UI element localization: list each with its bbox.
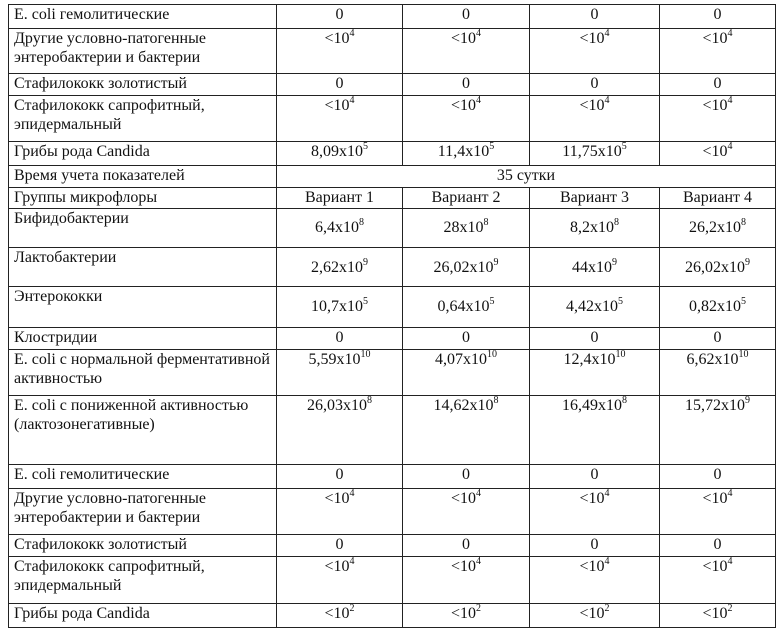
value-cell: [277, 73, 403, 95]
row-label: E. coli с пониженной активностью (лактозонегативные): [9, 396, 277, 465]
value-exponent: 5: [363, 141, 368, 153]
value-base: 0: [462, 6, 470, 23]
value-base: Вариант 1: [305, 189, 374, 207]
value-cell: [660, 396, 776, 465]
row-label: Энтерококки: [9, 287, 277, 327]
value-cell: [660, 287, 776, 327]
value-base: <10: [450, 30, 477, 48]
value-exponent: 2: [604, 603, 610, 614]
value-base: 15,72x10: [685, 397, 745, 415]
value-cell: [277, 488, 403, 534]
value-cell: [530, 464, 660, 488]
value-base: 0: [462, 465, 470, 483]
value-cell: [660, 247, 776, 286]
value-cell: [660, 73, 776, 95]
value-cell: [660, 557, 776, 603]
value-exponent: 2: [349, 603, 355, 614]
value-cell: [530, 95, 660, 141]
value-base: <10: [702, 143, 728, 161]
value-cell: [530, 247, 660, 286]
value-base: <10: [324, 96, 350, 114]
value-cell: [277, 464, 403, 488]
value-base: 10,7x10: [311, 298, 363, 316]
table-row: [9, 603, 776, 627]
value-exponent: 9: [363, 256, 368, 268]
value-cell: [530, 349, 660, 395]
row-label: Стафилококк сапрофитный, эпидермальный: [9, 95, 277, 141]
value-cell: [403, 287, 530, 327]
value-base: 6,62x10: [686, 350, 739, 368]
value-cell: [530, 287, 660, 327]
value-base: <10: [702, 604, 728, 622]
value-base: 0,82x10: [689, 298, 741, 316]
value-base: 26,03x10: [307, 397, 367, 415]
table-row: [9, 535, 776, 557]
value-cell: [277, 349, 403, 395]
value-base: 0: [335, 74, 344, 92]
row-label: Клостридии: [9, 327, 277, 349]
value-base: 11,4x10: [437, 143, 490, 161]
value-cell: [530, 396, 660, 465]
value-cell: [530, 142, 660, 166]
value-base: <10: [324, 489, 350, 507]
value-base: <10: [702, 30, 728, 48]
value-exponent: 4: [476, 28, 482, 40]
value-base: 8,09x10: [311, 143, 363, 161]
value-base: 0: [335, 465, 344, 483]
value-exponent: 8: [359, 217, 364, 229]
table-row: [9, 287, 776, 327]
value-exponent: 4: [727, 488, 733, 499]
value-cell: [403, 396, 530, 465]
value-base: <10: [450, 96, 477, 114]
value-exponent: 9: [612, 256, 617, 268]
value-base: 0: [335, 536, 344, 554]
value-exponent: 10: [487, 349, 497, 360]
value-exponent: 5: [489, 296, 495, 308]
value-base: <10: [450, 489, 477, 507]
value-cell: [277, 208, 403, 247]
value-exponent: 8: [741, 217, 746, 229]
row-label: Группы микрофлоры: [9, 188, 277, 208]
value-cell: [530, 29, 660, 73]
value-cell: [530, 488, 660, 534]
value-cell: [403, 535, 530, 557]
value-base: <10: [324, 558, 350, 576]
value-exponent: 8: [493, 395, 499, 407]
value-base: 26,2x10: [689, 219, 741, 237]
value-base: 6,4x10: [315, 219, 359, 237]
value-exponent: 5: [621, 141, 627, 153]
value-base: 0,64x10: [437, 298, 490, 316]
value-exponent: 4: [604, 28, 610, 40]
value-exponent: 5: [618, 296, 623, 308]
value-exponent: 8: [483, 217, 489, 229]
variant-header: [277, 188, 403, 208]
value-cell: [277, 535, 403, 557]
value-cell: [660, 29, 776, 73]
value-exponent: 4: [727, 95, 733, 106]
row-label: Лактобактерии: [9, 247, 277, 286]
value-exponent: 2: [727, 603, 733, 614]
row-label: Стафилококк сапрофитный, эпидермальный: [9, 557, 277, 603]
value-cell: [660, 95, 776, 141]
row-label: Грибы рода Candida: [9, 142, 277, 166]
value-base: 5,59x10: [308, 350, 361, 368]
value-exponent: 4: [727, 28, 733, 40]
value-exponent: 5: [363, 296, 368, 308]
value-exponent: 4: [727, 141, 733, 153]
table-row: [9, 349, 776, 395]
value-cell: [530, 208, 660, 247]
table-row: [9, 5, 776, 29]
value-base: 0: [590, 74, 599, 92]
value-cell: [530, 603, 660, 627]
value-exponent: 4: [349, 95, 355, 106]
variant-header: [660, 188, 776, 208]
value-base: <10: [579, 96, 605, 114]
value-cell: [277, 247, 403, 286]
value-exponent: 4: [349, 556, 355, 568]
table-row: [9, 396, 776, 465]
value-cell: [660, 488, 776, 534]
value-base: 0: [713, 465, 722, 483]
table-row: [9, 247, 776, 286]
value-cell: [277, 327, 403, 349]
table-row: [9, 488, 776, 534]
table-row: [9, 208, 776, 247]
value-cell: [403, 603, 530, 627]
value-cell: [530, 535, 660, 557]
value-base: 14,62x10: [433, 397, 494, 415]
row-label: Другие условно-патогенные энтеробактерии и бактерии: [9, 29, 277, 73]
value-cell: [530, 557, 660, 603]
value-base: 0: [713, 74, 722, 92]
value-base: 0: [590, 6, 599, 23]
row-label: Время учета показателей: [9, 166, 277, 188]
value-cell: [403, 247, 530, 286]
table-row: [9, 29, 776, 73]
value-cell: [403, 327, 530, 349]
variant-header: [403, 188, 530, 208]
value-cell: [660, 327, 776, 349]
value-cell: [403, 208, 530, 247]
value-base: <10: [702, 96, 728, 114]
value-base: 0: [713, 6, 722, 23]
value-base: <10: [324, 604, 350, 622]
time-row: [9, 166, 776, 188]
value-exponent: 5: [741, 296, 746, 308]
value-base: <10: [324, 30, 350, 48]
value-exponent: 4: [349, 28, 355, 40]
value-cell: [277, 557, 403, 603]
period-value: 35 сутки: [277, 166, 776, 188]
table-row: [9, 95, 776, 141]
value-exponent: 4: [604, 95, 610, 106]
table-row: [9, 557, 776, 603]
value-exponent: 9: [745, 256, 750, 268]
value-cell: [277, 603, 403, 627]
value-exponent: 2: [476, 603, 482, 614]
value-base: 26,02x10: [685, 258, 745, 276]
value-exponent: 9: [493, 256, 499, 268]
value-base: 0: [590, 465, 599, 483]
value-base: 26,02x10: [433, 258, 494, 276]
row-label: E. coli гемолитические: [9, 464, 277, 488]
value-base: 0: [335, 328, 344, 346]
value-cell: [403, 73, 530, 95]
value-cell: [277, 29, 403, 73]
value-cell: [660, 142, 776, 166]
row-label: Бифидобактерии: [9, 208, 277, 247]
value-cell: [403, 29, 530, 73]
value-cell: [660, 603, 776, 627]
value-exponent: 8: [614, 217, 619, 229]
value-cell: [530, 327, 660, 349]
value-cell: [660, 464, 776, 488]
value-base: 0: [713, 328, 722, 346]
value-base: <10: [702, 558, 728, 576]
value-base: <10: [579, 489, 605, 507]
value-exponent: 10: [360, 349, 371, 360]
value-exponent: 8: [367, 395, 372, 407]
value-base: <10: [579, 30, 605, 48]
value-cell: [403, 488, 530, 534]
value-base: <10: [579, 558, 605, 576]
value-base: Вариант 3: [560, 189, 629, 207]
header-row: [9, 188, 776, 208]
value-base: 11,75x10: [562, 143, 622, 161]
value-base: 0: [713, 536, 722, 554]
value-cell: [660, 349, 776, 395]
value-cell: [277, 142, 403, 166]
value-exponent: 4: [476, 556, 482, 568]
value-cell: [660, 535, 776, 557]
value-base: 2,62x10: [311, 258, 363, 276]
value-base: 0: [462, 74, 470, 92]
value-exponent: 4: [476, 95, 482, 106]
row-label: Стафилококк золотистый: [9, 535, 277, 557]
value-cell: [403, 95, 530, 141]
row-label: Другие условно-патогенные энтеробактерии и бактерии: [9, 488, 277, 534]
value-cell: [530, 73, 660, 95]
table-body: [9, 5, 776, 628]
row-label: E. coli гемолитические: [9, 5, 277, 29]
value-cell: [403, 142, 530, 166]
value-cell: [530, 5, 660, 29]
value-exponent: 4: [476, 488, 482, 499]
value-cell: [277, 396, 403, 465]
value-base: <10: [579, 604, 605, 622]
value-exponent: 4: [349, 488, 355, 499]
row-label: Грибы рода Candida: [9, 603, 277, 627]
table-row: [9, 327, 776, 349]
value-base: 12,4x10: [563, 350, 616, 368]
value-base: Вариант 4: [683, 189, 752, 207]
value-cell: [403, 464, 530, 488]
table-row: [9, 464, 776, 488]
value-cell: [277, 5, 403, 29]
value-base: <10: [450, 558, 477, 576]
value-cell: [403, 557, 530, 603]
value-cell: [277, 287, 403, 327]
value-exponent: 9: [745, 395, 750, 407]
value-exponent: 10: [615, 349, 626, 360]
value-base: <10: [702, 489, 728, 507]
value-base: 16,49x10: [562, 397, 622, 415]
value-cell: [403, 349, 530, 395]
value-base: Вариант 2: [431, 189, 501, 207]
table-row: [9, 73, 776, 95]
value-base: 0: [462, 536, 470, 554]
value-cell: [403, 5, 530, 29]
value-base: 0: [590, 328, 599, 346]
value-exponent: 8: [622, 395, 627, 407]
value-base: 0: [335, 6, 344, 23]
table-row: [9, 142, 776, 166]
value-base: 4,07x10: [435, 350, 487, 368]
value-cell: [660, 208, 776, 247]
value-exponent: 4: [604, 556, 610, 568]
value-exponent: 5: [489, 141, 495, 153]
value-base: 0: [462, 328, 470, 346]
value-base: 0: [590, 536, 599, 554]
value-cell: [277, 95, 403, 141]
microflora-table: [8, 4, 776, 628]
value-cell: [660, 5, 776, 29]
row-label: E. coli с нормальной ферментативной активностью: [9, 349, 277, 395]
value-base: 44x10: [572, 258, 612, 276]
row-label: Стафилококк золотистый: [9, 73, 277, 95]
value-base: 4,42x10: [566, 298, 618, 316]
value-exponent: 10: [738, 349, 749, 360]
value-base: 8,2x10: [570, 219, 614, 237]
value-base: <10: [450, 604, 477, 622]
value-base: 28x10: [443, 219, 484, 237]
variant-header: [530, 188, 660, 208]
value-exponent: 4: [727, 556, 733, 568]
value-exponent: 4: [604, 488, 610, 499]
